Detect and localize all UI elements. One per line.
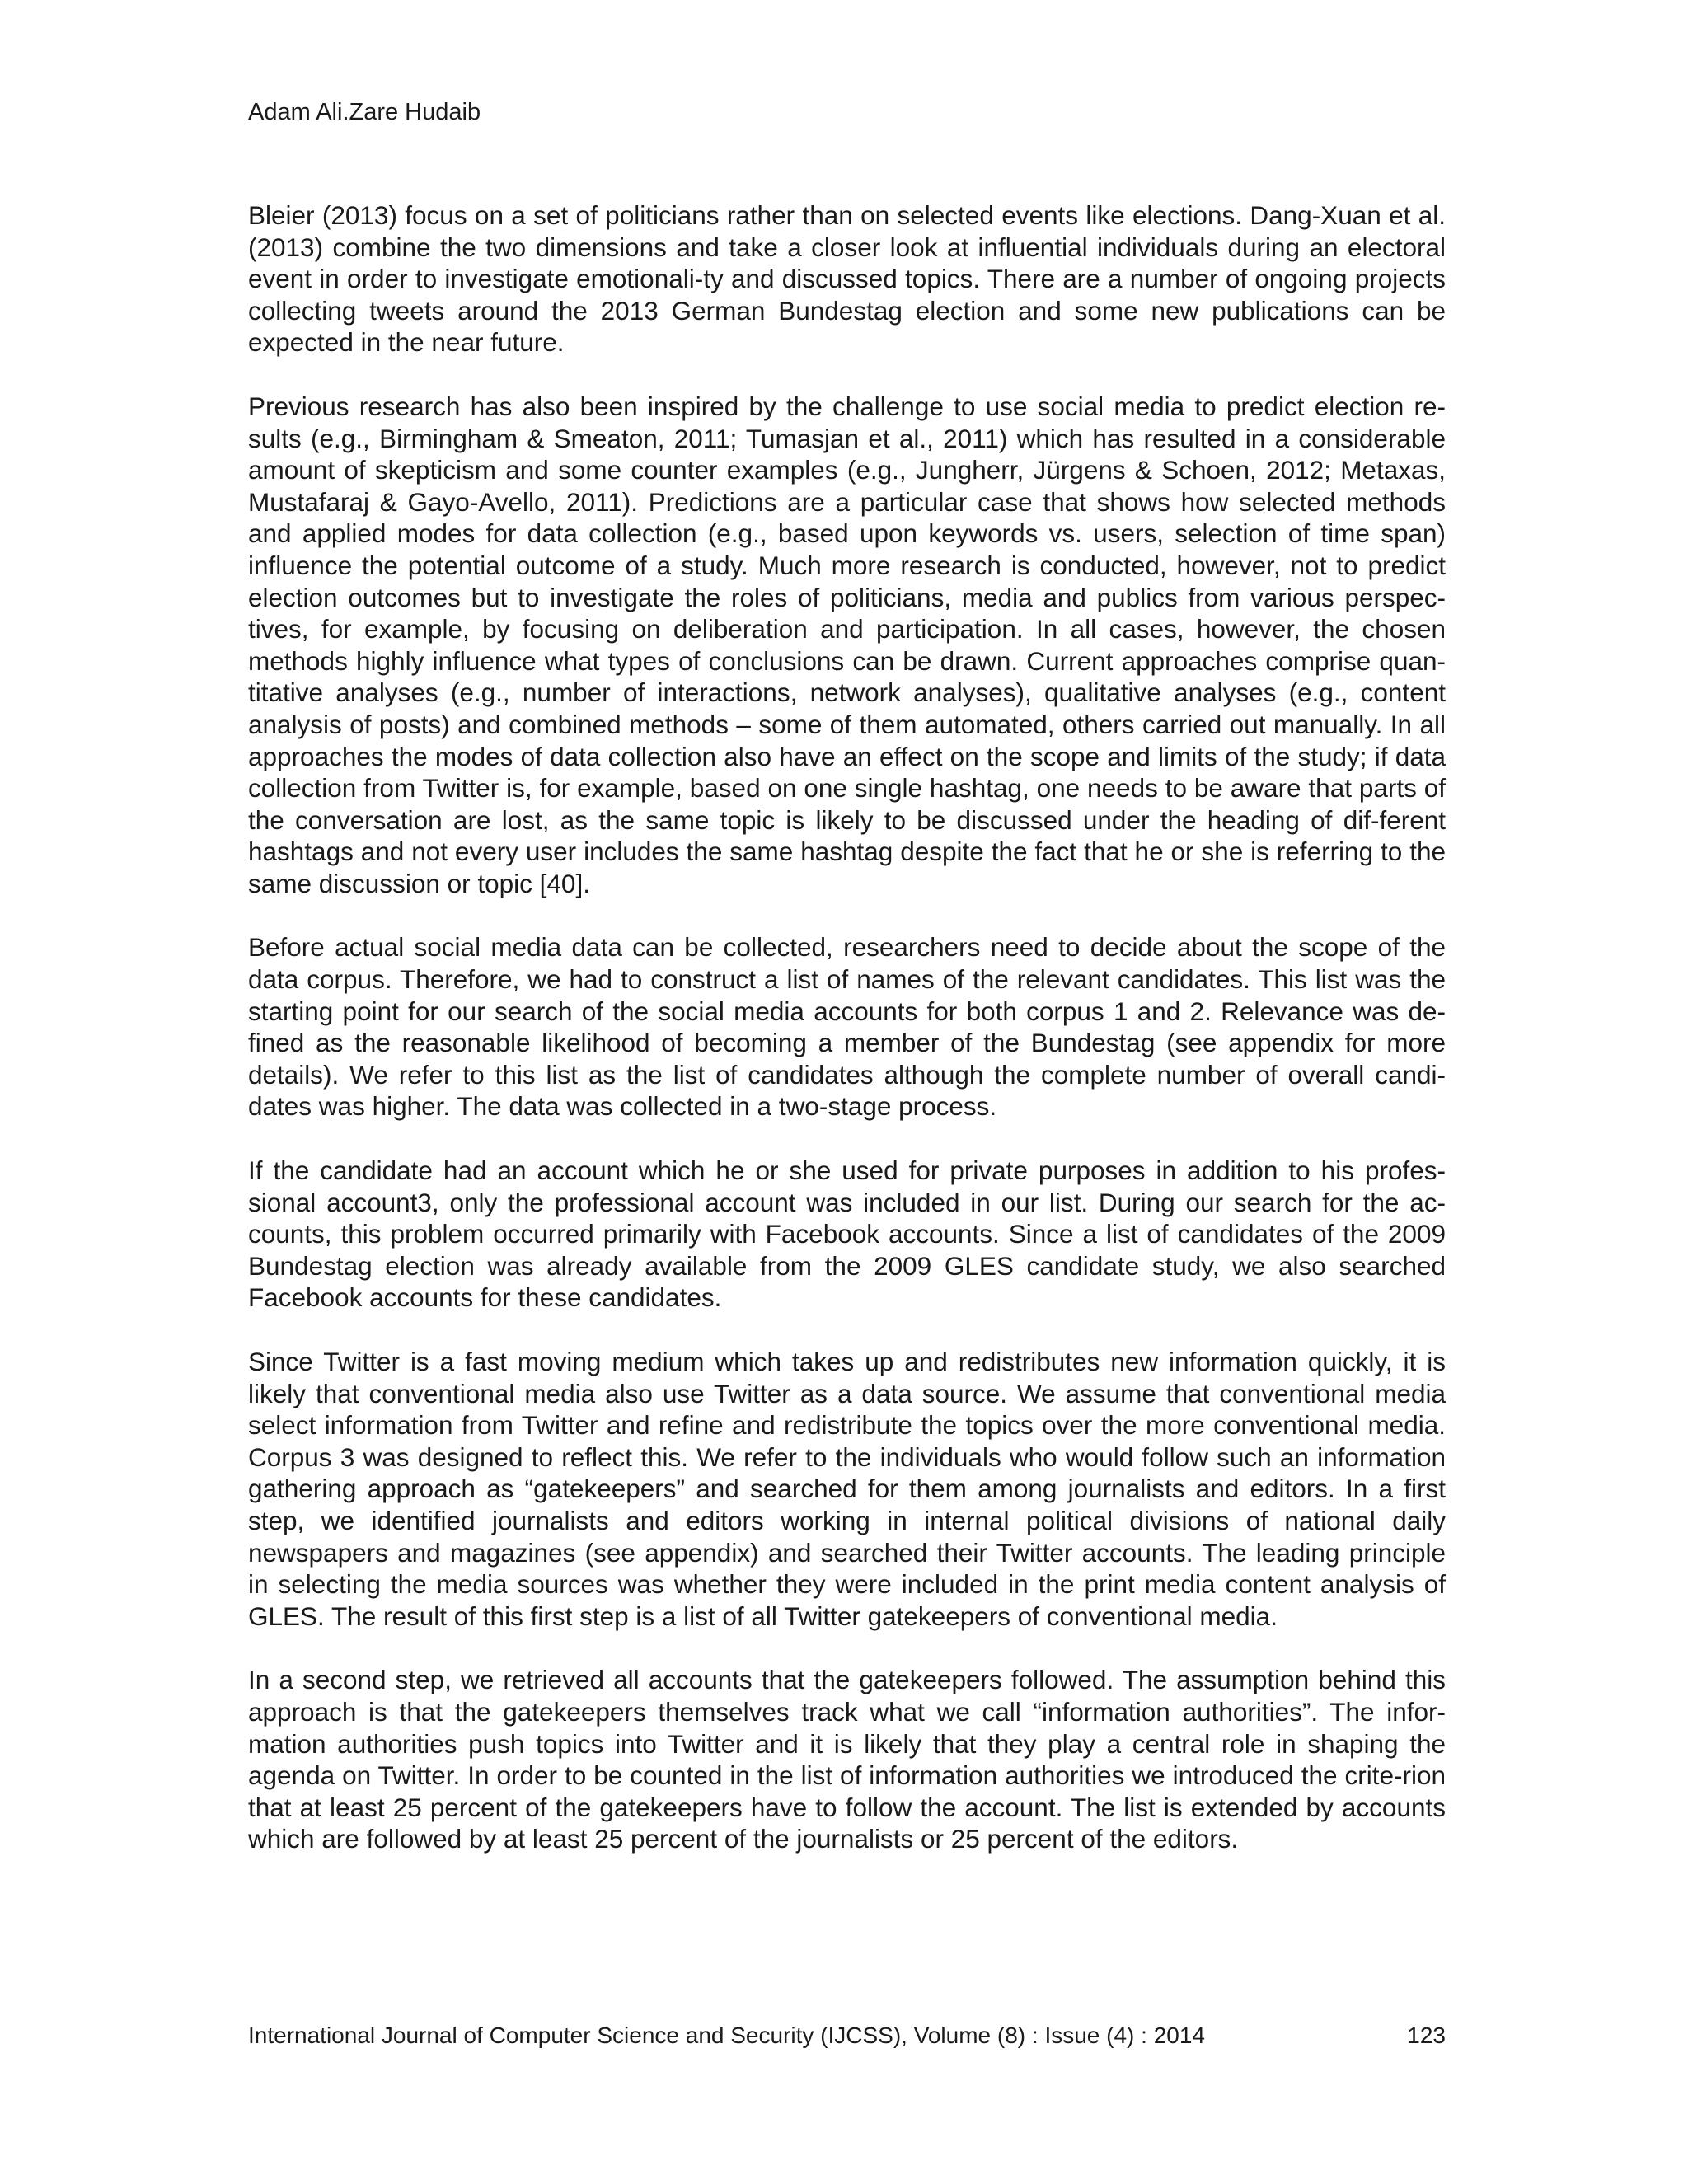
paragraph-5: Since Twitter is a fast moving medium which takes up and redistributes new information quickly, it is likely that conventional media also use Twitter as a data source. We assume that conventional media select information from Twitter and refine and redistribute the topics over the more conventional media. Corpus 3 was designed to reflect this. We refer to the individuals who would follow such an information gathering approach as “gatekeepers” and searched for them among journalists and editors. In a first step, we identified journalists and editors working in internal political divisions of national daily newspapers and magazines (see appendix) and searched their Twitter accounts. The leading principle in selecting the media sources was whether they were included in the print media content analysis of GLES. The result of this first step is a list of all Twitter gatekeepers of conventional media. [248,1347,1446,1631]
page-number: 123 [1407,2022,1446,2048]
paragraph-1: Bleier (2013) focus on a set of politicians rather than on selected events like elections. Dang-Xuan et al. (2013) combine the two dimensions and take a closer look at influential individuals during an electoral event in order to investigate emotionali-ty and discussed topics. There are a number of ongoing projects collecting tweets around the 2013 German Bundestag election and some new publications can be expected in the near future. [248,200,1446,358]
paragraph-3: Before actual social media data can be collected, researchers need to decide about the scope of the data corpus. Therefore, we had to construct a list of names of the relevant candidates. This list was the starting point for our search of the social media accounts for both corpus 1 and 2. Relevance was de-fined as the reasonable likelihood of becoming a member of the Bundestag (see appendix for more details). We refer to this list as the list of candidates although the complete number of overall candi-dates was higher. The data was collected in a two-stage process. [248,932,1446,1122]
paragraph-2: Previous research has also been inspired by the challenge to use social media to predict election re-sults (e.g., Birmingham & Smeaton, 2011; Tumasjan et al., 2011) which has resulted in a considerable amount of skepticism and some counter examples (e.g., Jungherr, Jürgens & Schoen, 2012; Metaxas, Mustafaraj & Gayo-Avello, 2011). Predictions are a particular case that shows how selected methods and applied modes for data collection (e.g., based upon keywords vs. users, selection of time span) influence the potential outcome of a study. Much more research is conducted, however, not to predict election outcomes but to investigate the roles of politicians, media and publics from various perspec-tives, for example, by focusing on deliberation and participation. In all cases, however, the chosen methods highly influence what types of conclusions can be drawn. Current approaches comprise quan-titative analyses (e.g., number of interactions, network analyses), qualitative analyses (e.g., content analysis of posts) and combined methods – some of them automated, others carried out manually. In all approaches the modes of data collection also have an effect on the scope and limits of the study; if data collection from Twitter is, for example, based on one single hashtag, one needs to be aware that parts of the conversation are lost, as the same topic is likely to be discussed under the heading of dif-ferent hashtags and not every user includes the same hashtag despite the fact that he or she is referring to the same discussion or topic [40]. [248,391,1446,898]
running-header-author: Adam Ali.Zare Hudaib [248,99,481,125]
paragraph-6: In a second step, we retrieved all accounts that the gatekeepers followed. The assumption behind this approach is that the gatekeepers themselves track what we call “information authorities”. The infor-mation authorities push topics into Twitter and it is likely that they play a central role in shaping the agenda on Twitter. In order to be counted in the list of information authorities we introduced the crite-rion that at least 25 percent of the gatekeepers have to follow the account. The list is extended by accounts which are followed by at least 25 percent of the journalists or 25 percent of the editors. [248,1665,1446,1854]
footer-journal-citation: International Journal of Computer Science and Security (IJCSS), Volume (8) : Issue (4) : 2014 [248,2022,1206,2048]
paragraph-4: If the candidate had an account which he or she used for private purposes in addition to his profes-sional account3, only the professional account was included in our list. During our search for the ac-counts, this problem occurred primarily with Facebook accounts. Since a list of candidates of the 2009 Bundestag election was already available from the 2009 GLES candidate study, we also searched Facebook accounts for these candidates. [248,1155,1446,1313]
body-text [248,199,1446,1887]
